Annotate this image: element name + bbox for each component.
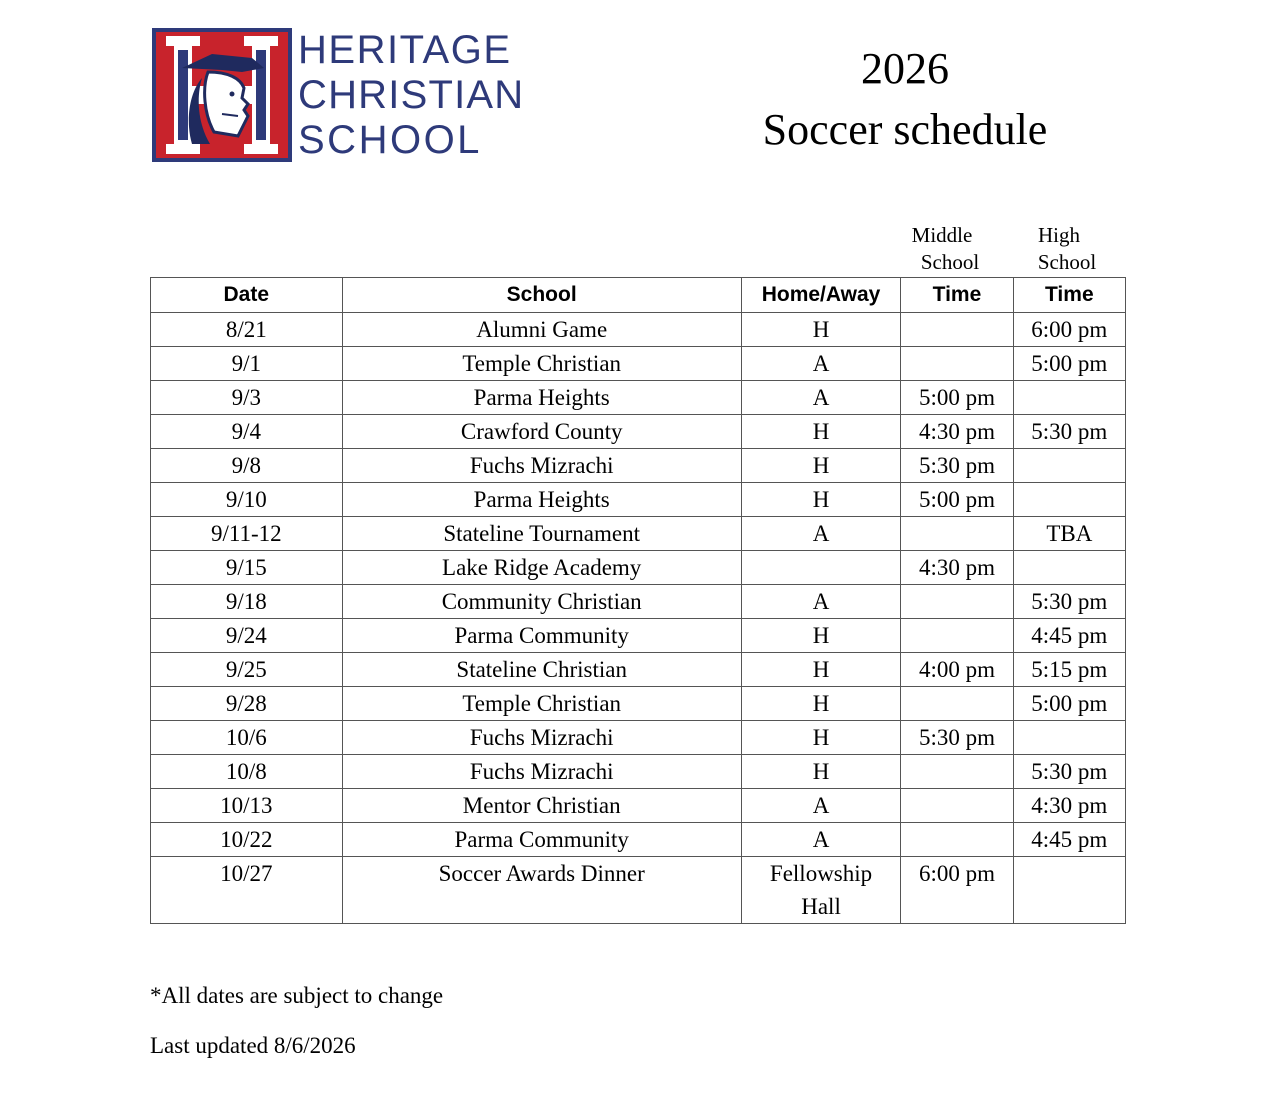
cell-high-school-time: [1013, 381, 1125, 415]
schedule-year: 2026: [861, 44, 949, 93]
cell-high-school-time: 5:30 pm: [1013, 415, 1125, 449]
table-row: [151, 483, 1126, 517]
cell-middle-school-time: [901, 585, 1013, 619]
cell-home-away: [741, 857, 900, 924]
cell-school: Fuchs Mizrachi: [342, 721, 741, 755]
table-row: [151, 347, 1126, 381]
cell-high-school-time: 5:00 pm: [1013, 347, 1125, 381]
cell-home-away: A: [741, 517, 900, 551]
header-school: School: [342, 278, 741, 313]
cell-home-away: H: [741, 483, 900, 517]
cell-middle-school-time: [901, 517, 1013, 551]
logo-wordmark: [298, 28, 524, 163]
cell-middle-school-time: 6:00 pm: [901, 857, 1013, 924]
cell-date: 9/11-12: [151, 517, 343, 551]
table-row: [151, 653, 1126, 687]
cell-date: 10/27: [151, 857, 343, 924]
cell-date: 9/15: [151, 551, 343, 585]
cell-home-away: A: [741, 823, 900, 857]
cell-home-away: A: [741, 585, 900, 619]
cell-middle-school-time: 4:30 pm: [901, 415, 1013, 449]
schedule-body: [151, 313, 1126, 924]
cell-high-school-time: 4:45 pm: [1013, 619, 1125, 653]
cell-date: 9/1: [151, 347, 343, 381]
table-row: [151, 823, 1126, 857]
superheader-line: School: [1037, 250, 1097, 274]
cell-middle-school-time: [901, 347, 1013, 381]
header-middle-school-time: Time: [901, 278, 1013, 313]
page-title: Soccer schedule: [762, 105, 1048, 154]
cell-line: Fellowship: [769, 861, 873, 886]
table-row: [151, 619, 1126, 653]
cell-school: Stateline Tournament: [342, 517, 741, 551]
cell-date: 9/25: [151, 653, 343, 687]
cell-middle-school-time: 5:30 pm: [901, 721, 1013, 755]
heritage-patriot-emblem-icon: [152, 28, 292, 162]
cell-middle-school-time: 5:30 pm: [901, 449, 1013, 483]
cell-home-away: H: [741, 415, 900, 449]
cell-home-away: A: [741, 789, 900, 823]
cell-high-school-time: [1013, 721, 1125, 755]
table-row: [151, 415, 1126, 449]
cell-date: 9/10: [151, 483, 343, 517]
cell-date: 10/8: [151, 755, 343, 789]
cell-high-school-time: [1013, 857, 1125, 924]
header-home-away: Home/Away: [741, 278, 900, 313]
cell-home-away: [741, 551, 900, 585]
cell-middle-school-time: [901, 687, 1013, 721]
cell-date: 10/6: [151, 721, 343, 755]
cell-date: 8/21: [151, 313, 343, 347]
cell-school: Crawford County: [342, 415, 741, 449]
cell-home-away: A: [741, 347, 900, 381]
cell-school: Temple Christian: [342, 687, 741, 721]
cell-school: Parma Heights: [342, 483, 741, 517]
table-row: [151, 789, 1126, 823]
table-row: [151, 585, 1126, 619]
table-row: [151, 313, 1126, 347]
table-header-row: [151, 278, 1126, 313]
cell-middle-school-time: 5:00 pm: [901, 483, 1013, 517]
cell-high-school-time: 4:30 pm: [1013, 789, 1125, 823]
cell-date: 9/3: [151, 381, 343, 415]
cell-date: 9/28: [151, 687, 343, 721]
last-updated-note: Last updated 8/6/2026: [150, 1033, 356, 1058]
cell-home-away: H: [741, 449, 900, 483]
cell-date: 9/8: [151, 449, 343, 483]
cell-school: Parma Community: [342, 619, 741, 653]
cell-high-school-time: [1013, 483, 1125, 517]
cell-home-away: H: [741, 653, 900, 687]
cell-middle-school-time: [901, 823, 1013, 857]
cell-school: Parma Heights: [342, 381, 741, 415]
cell-date: 9/4: [151, 415, 343, 449]
cell-home-away: H: [741, 619, 900, 653]
cell-school: Temple Christian: [342, 347, 741, 381]
superheader-line: School: [920, 250, 980, 274]
middle-school-superheader: [905, 222, 995, 276]
cell-high-school-time: [1013, 449, 1125, 483]
cell-high-school-time: 6:00 pm: [1013, 313, 1125, 347]
table-row: [151, 721, 1126, 755]
cell-middle-school-time: [901, 789, 1013, 823]
cell-line: Hall: [801, 894, 841, 919]
cell-high-school-time: [1013, 551, 1125, 585]
cell-school: Lake Ridge Academy: [342, 551, 741, 585]
table-row: [151, 381, 1126, 415]
cell-middle-school-time: 5:00 pm: [901, 381, 1013, 415]
cell-home-away: H: [741, 721, 900, 755]
cell-school: Community Christian: [342, 585, 741, 619]
cell-high-school-time: TBA: [1013, 517, 1125, 551]
header-high-school-time: Time: [1013, 278, 1125, 313]
table-row: [151, 755, 1126, 789]
cell-school: Stateline Christian: [342, 653, 741, 687]
cell-school: Mentor Christian: [342, 789, 741, 823]
logo-line-2: CHRISTIAN: [298, 73, 525, 117]
cell-school: Alumni Game: [342, 313, 741, 347]
cell-high-school-time: 4:45 pm: [1013, 823, 1125, 857]
table-row: [151, 449, 1126, 483]
cell-high-school-time: 5:00 pm: [1013, 687, 1125, 721]
table-row: [151, 687, 1126, 721]
disclaimer-note: *All dates are subject to change: [150, 983, 444, 1008]
superheader-line: High: [1038, 223, 1080, 247]
table-row: [151, 517, 1126, 551]
header-date: Date: [151, 278, 343, 313]
logo-line-1: HERITAGE: [298, 28, 512, 72]
cell-date: 9/18: [151, 585, 343, 619]
cell-middle-school-time: 4:00 pm: [901, 653, 1013, 687]
cell-home-away: H: [741, 313, 900, 347]
cell-home-away: H: [741, 687, 900, 721]
table-row: [151, 551, 1126, 585]
cell-middle-school-time: [901, 313, 1013, 347]
cell-middle-school-time: 4:30 pm: [901, 551, 1013, 585]
cell-date: 9/24: [151, 619, 343, 653]
cell-home-away: H: [741, 755, 900, 789]
school-logo: [152, 28, 622, 162]
cell-date: 10/22: [151, 823, 343, 857]
schedule-table: [150, 277, 1126, 924]
table-row: [151, 857, 1126, 924]
cell-date: 10/13: [151, 789, 343, 823]
cell-middle-school-time: [901, 619, 1013, 653]
cell-school: Fuchs Mizrachi: [342, 449, 741, 483]
cell-high-school-time: 5:30 pm: [1013, 755, 1125, 789]
high-school-superheader: [1022, 222, 1112, 276]
cell-high-school-time: 5:30 pm: [1013, 585, 1125, 619]
superheader-line: Middle: [911, 223, 973, 247]
cell-school: Soccer Awards Dinner: [342, 857, 741, 924]
cell-middle-school-time: [901, 755, 1013, 789]
cell-high-school-time: 5:15 pm: [1013, 653, 1125, 687]
cell-home-away: A: [741, 381, 900, 415]
logo-line-3: SCHOOL: [298, 118, 482, 162]
cell-school: Parma Community: [342, 823, 741, 857]
cell-school: Fuchs Mizrachi: [342, 755, 741, 789]
